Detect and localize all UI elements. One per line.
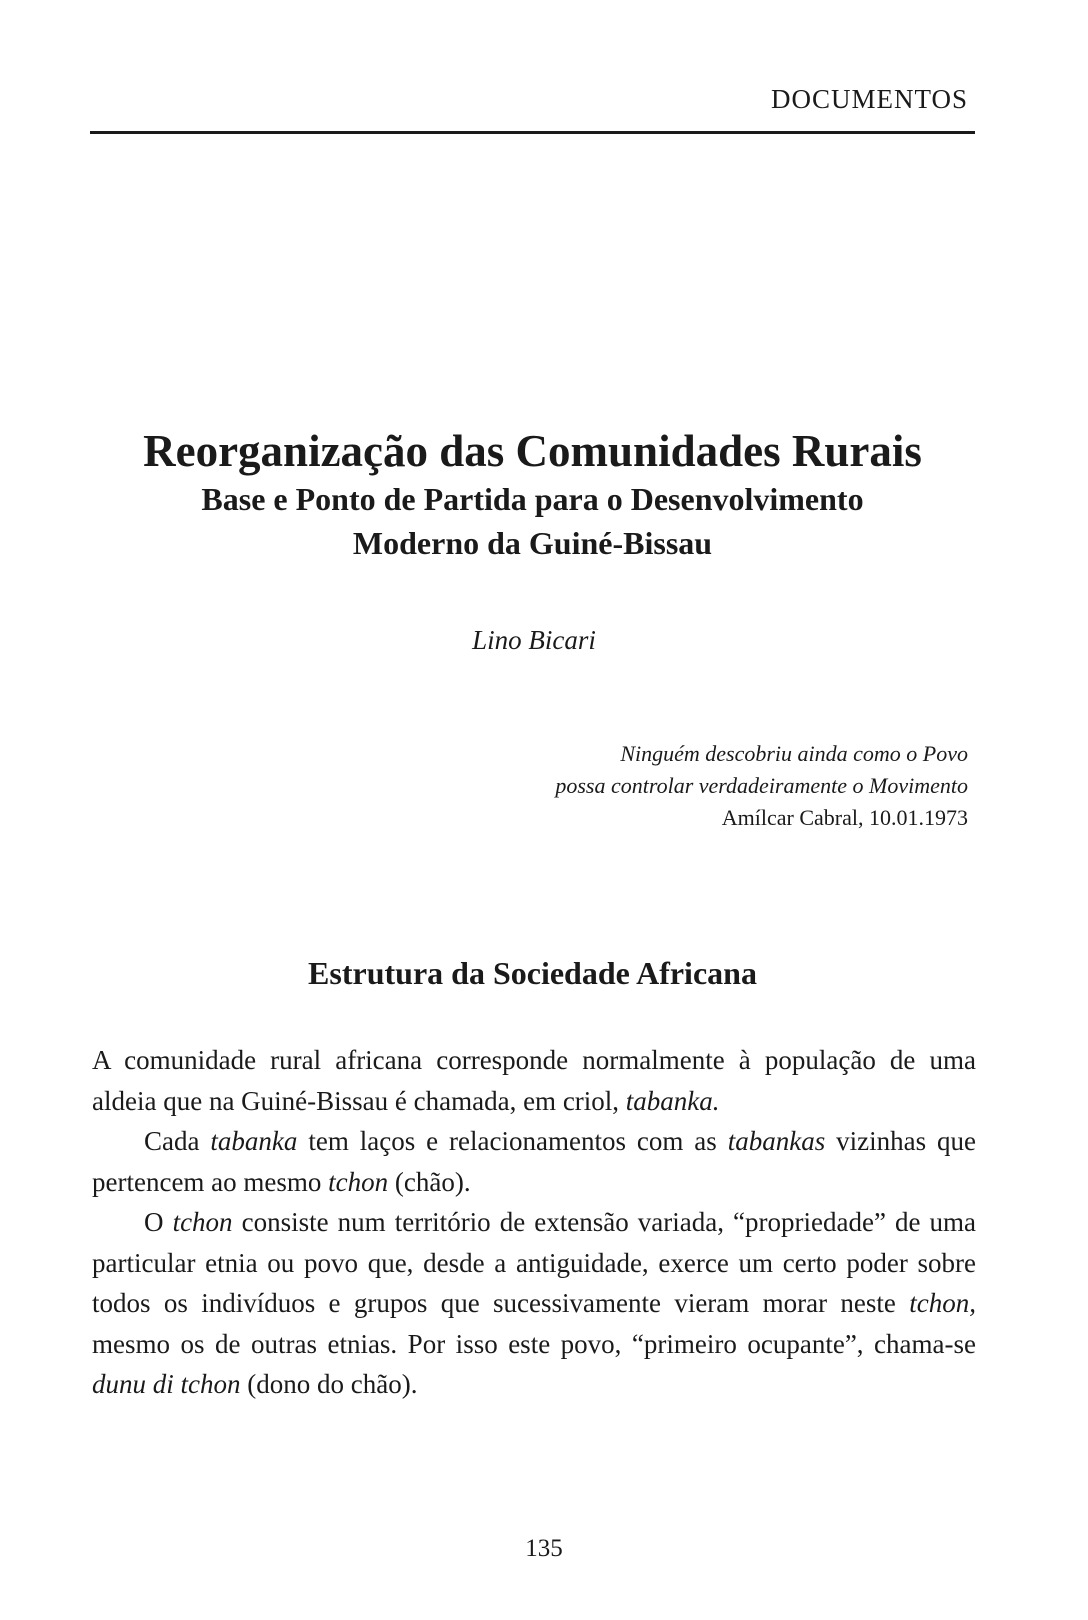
epigraph-attribution: Amílcar Cabral, 10.01.1973 [721,805,968,830]
paragraph-1 [92,1040,976,1121]
section-heading: Estrutura da Sociedade Africana [308,955,757,991]
epigraph-line-2: possa controlar verdadeiramente o Movimento [555,773,968,798]
paragraph-3-part-c: mesmo os de outras etnias. Por isso este povo, “primeiro ocupante”, chama-se [92,1328,976,1359]
paragraph-2-part-d: (chão). [394,1166,471,1197]
body-text [92,1040,976,1405]
term-tabanka: tabanka [210,1126,298,1156]
paragraph-3-part-a: O [144,1207,164,1237]
paragraph-2 [92,1121,976,1202]
term-tchon: tchon [328,1166,389,1197]
term-tabanka: tabanka. [625,1085,720,1116]
paragraph-2-part-a: Cada [144,1126,200,1156]
epigraph [555,738,968,834]
article-subtitle-line-1: Base e Ponto de Partida para o Desenvolvimento [201,481,864,517]
paragraph-3 [92,1202,976,1405]
page-number: 135 [525,1535,563,1562]
paragraph-3-part-b: consiste num território de extensão variada, “propriedade” de uma particular etnia ou povo que, desde a antiguidade, exerce um certo poder sobre todos os indivíduos e grupos que sucessivamente vieram morar neste [92,1207,977,1318]
paragraph-1-text: A comunidade rural africana corresponde normalmente à população de uma aldeia que na Guiné-Bissau é chamada, em criol, [92,1045,976,1116]
header-rule [90,131,975,134]
term-tchon: tchon [172,1207,233,1237]
paragraph-2-part-b: tem laços e relacionamentos com as [308,1126,717,1156]
term-dunu-di-tchon: dunu di tchon [92,1369,241,1399]
title-block [60,425,1005,565]
article-title: Reorganização das Comunidades Rurais [143,426,922,476]
article-subtitle-line-2: Moderno da Guiné-Bissau [352,525,713,561]
author-name: Lino Bicari [472,625,596,655]
term-tabankas: tabankas [727,1126,826,1156]
epigraph-line-1: Ninguém descobriu ainda como o Povo [620,741,968,766]
paragraph-2-part-c: vizinhas que pertencem ao mesmo [92,1126,977,1197]
paragraph-3-part-d: (dono do chão). [247,1369,418,1399]
term-tchon: tchon, [909,1288,976,1318]
running-head: DOCUMENTOS [770,84,968,114]
